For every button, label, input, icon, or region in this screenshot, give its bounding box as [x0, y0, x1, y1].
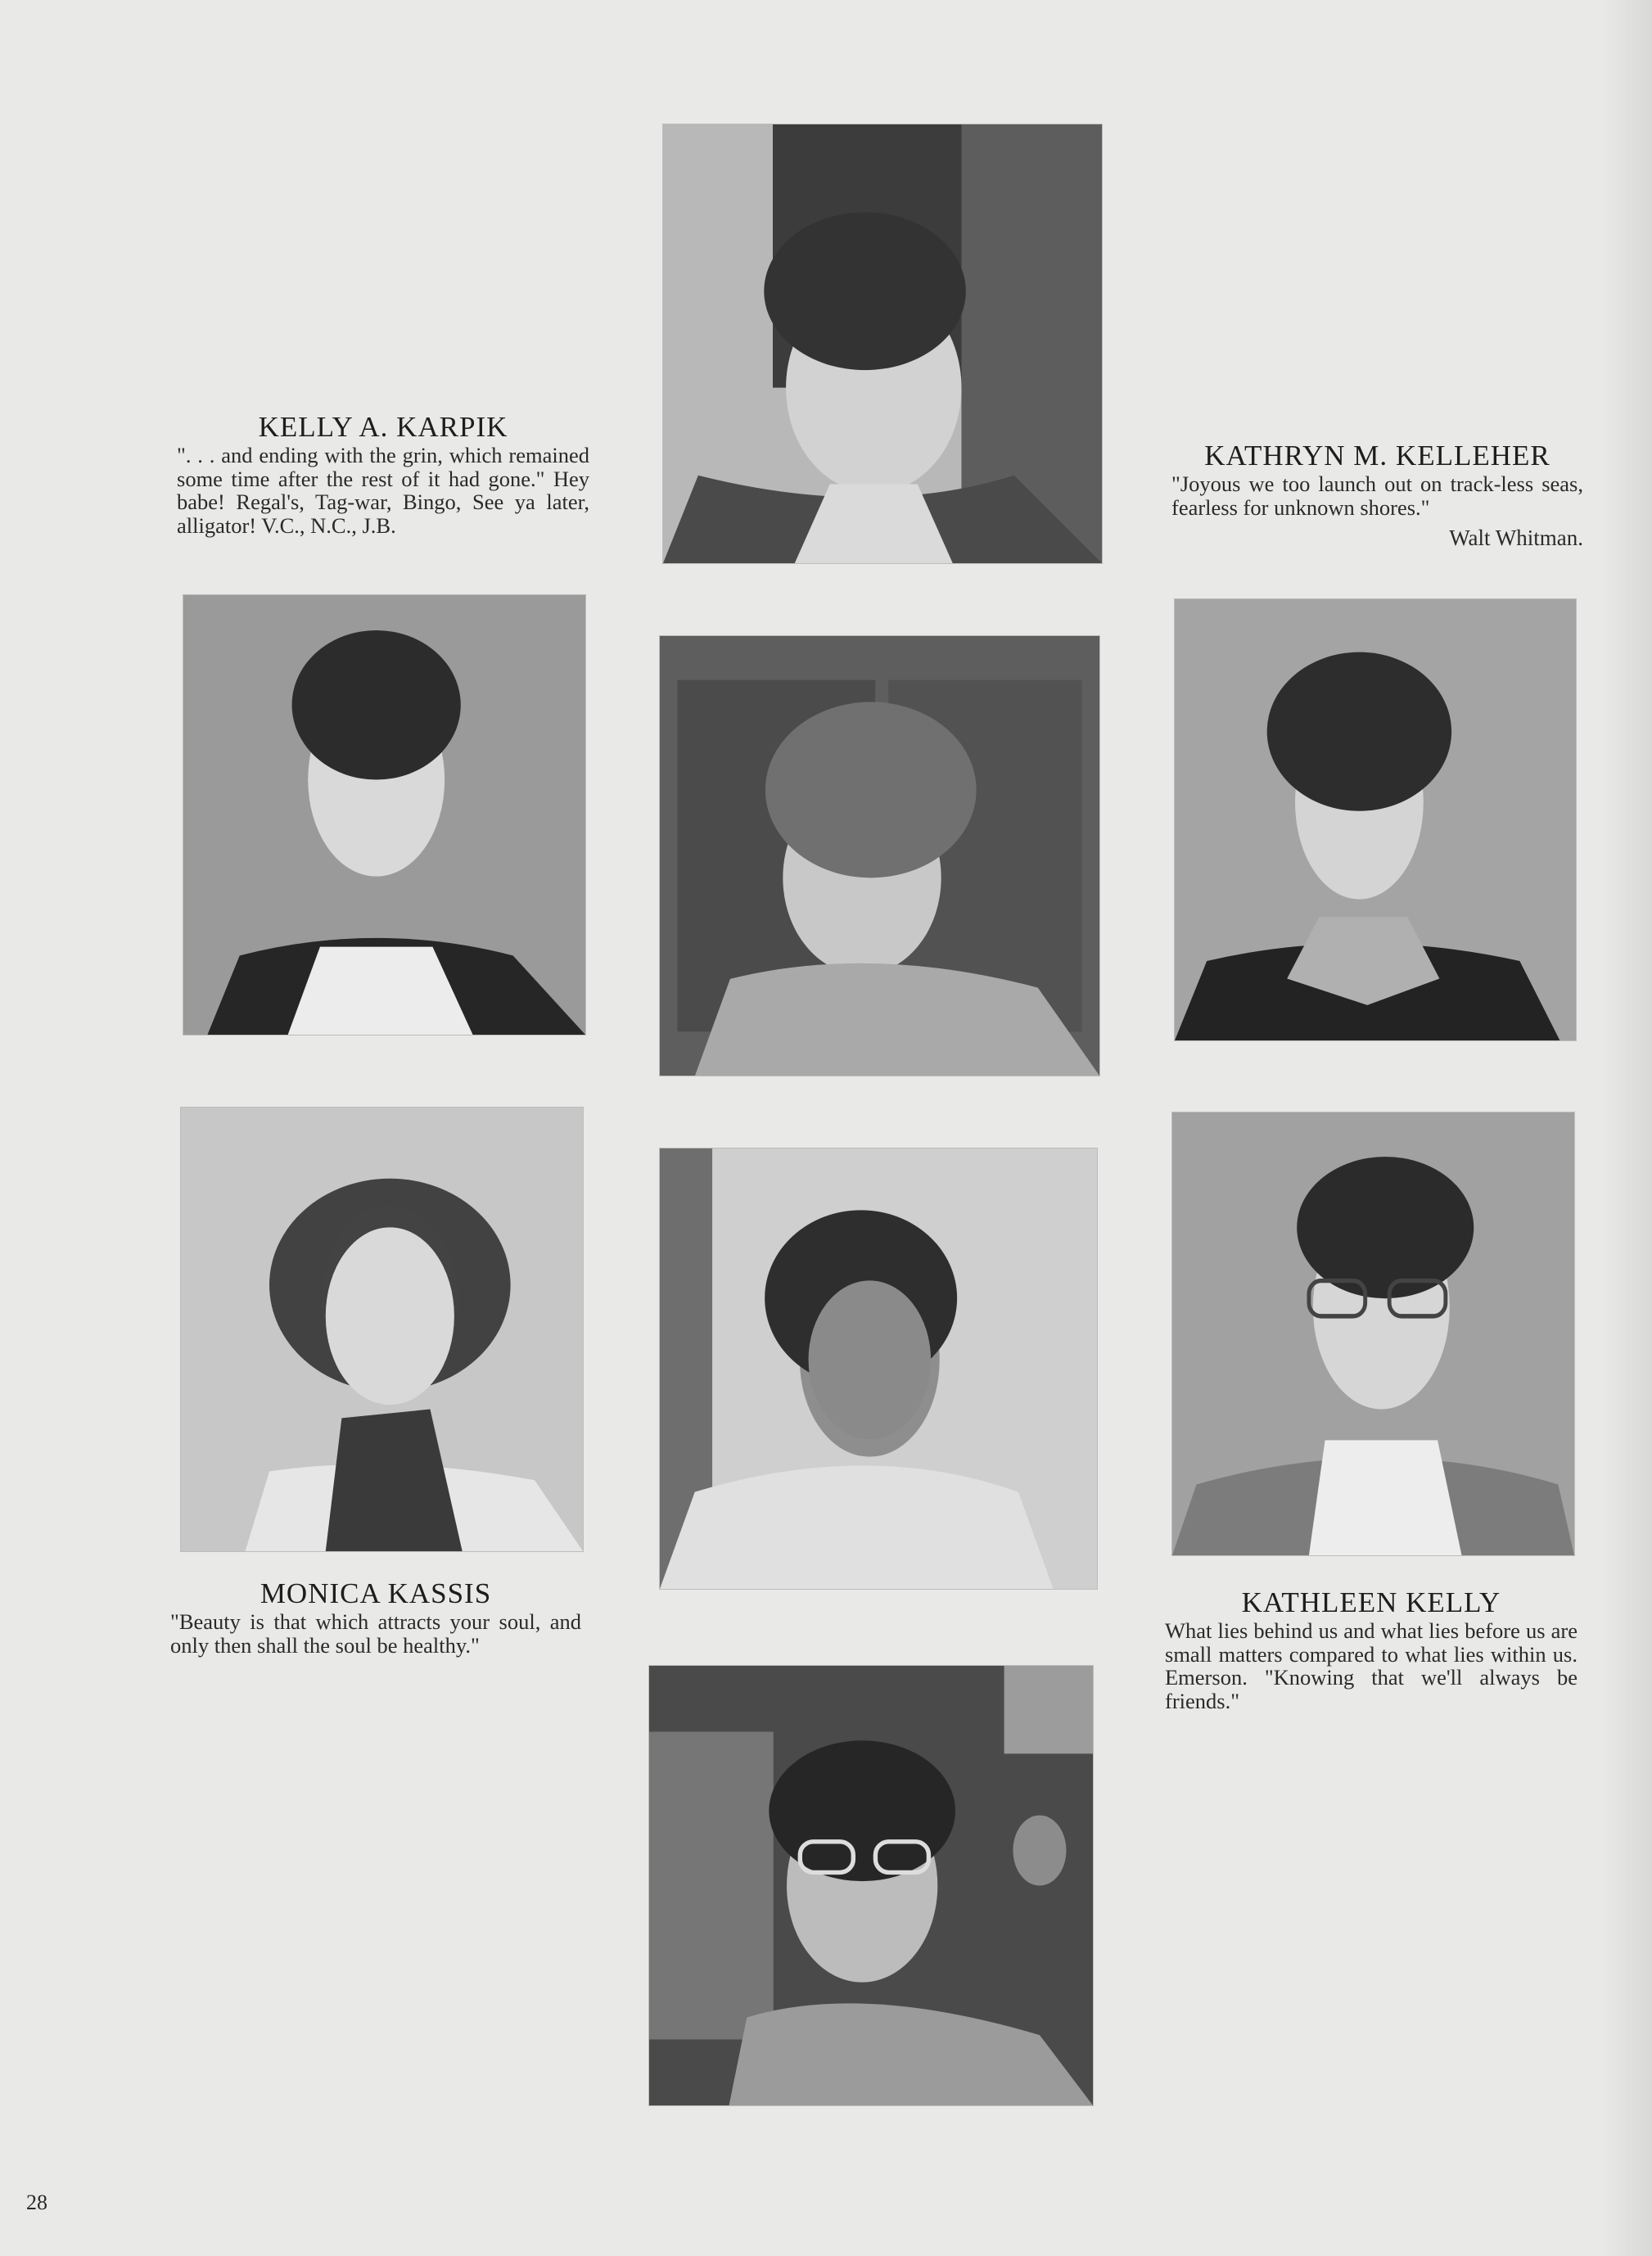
page-edge-shadow	[1603, 0, 1652, 2256]
student-quote: "Beauty is that which attracts your soul, and only then shall the soul be healthy."	[170, 1609, 581, 1658]
student-quote: ". . . and ending with the grin, which remained some time after the rest of it had gone." Hey babe! Regal's, Tag-war, Bingo, See ya later, alligator! V.C., N.C., J.B.	[177, 443, 589, 538]
student-photo	[649, 1666, 1093, 2105]
student-photo	[1172, 1112, 1574, 1555]
caption-monica-kassis	[170, 1577, 581, 1657]
student-photo	[660, 1148, 1097, 1589]
student-photo	[183, 595, 585, 1035]
caption-kelly-karpik	[177, 411, 589, 537]
student-quote: "Joyous we too launch out on track-less seas, fearless for unknown shores."	[1171, 472, 1583, 520]
student-photo	[1175, 599, 1576, 1040]
student-quote: What lies behind us and what lies before us are small matters compared to what lies within us. Emerson. "Knowing that we'll always be friends."	[1165, 1618, 1578, 1713]
student-name: KATHLEEN KELLY	[1241, 1586, 1501, 1618]
student-name: MONICA KASSIS	[260, 1577, 492, 1609]
page-number: 28	[26, 2191, 47, 2214]
quote-attribution: Walt Whitman.	[1449, 526, 1583, 550]
student-photo	[660, 636, 1099, 1076]
caption-kathryn-kelleher	[1171, 440, 1583, 550]
student-name: KELLY A. KARPIK	[258, 411, 508, 443]
student-name: KATHRYN M. KELLEHER	[1204, 440, 1550, 472]
student-photo	[663, 124, 1102, 563]
student-photo	[181, 1108, 583, 1551]
caption-kathleen-kelly	[1165, 1586, 1578, 1712]
